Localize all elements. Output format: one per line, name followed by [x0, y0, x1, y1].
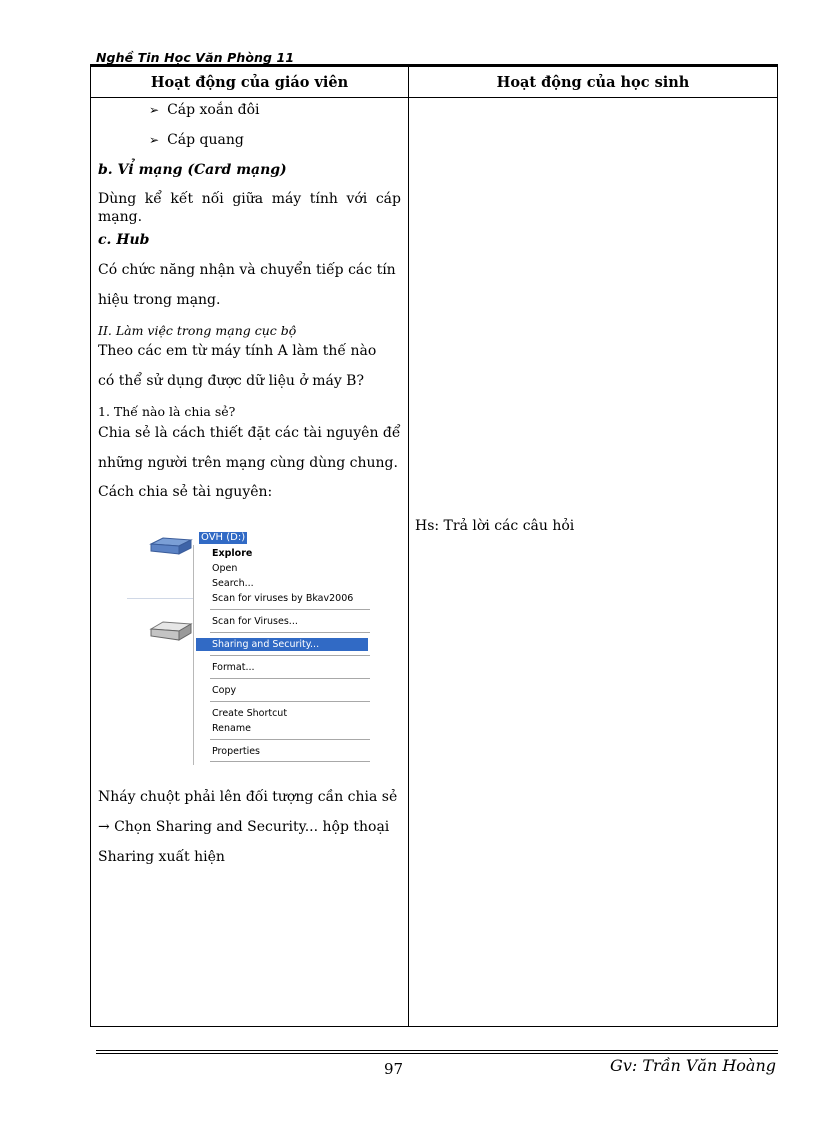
menu-item-rename[interactable]: Rename: [212, 723, 251, 734]
para-hub-line1: Có chức năng nhận và chuyển tiếp các tín: [98, 262, 396, 278]
arrow-bullet-icon: ➢: [149, 133, 160, 147]
menu-item-explore[interactable]: Explore: [212, 548, 253, 559]
para-lan-line1: Theo các em từ máy tính A làm thế nào: [98, 343, 377, 359]
teacher-cell: [91, 98, 409, 1027]
menu-item-properties[interactable]: Properties: [212, 746, 261, 757]
para-sharing-line1: Chia sẻ là cách thiết đặt các tài nguyên để: [98, 425, 401, 441]
menu-separator: [210, 701, 370, 702]
menu-item-scan-viruses[interactable]: Scan for Viruses...: [212, 616, 298, 627]
drive-label: OVH (D:): [201, 532, 246, 543]
para-lan-line2: có thể sử dụng được dữ liệu ở máy B?: [98, 373, 364, 389]
footer-rule: [96, 1053, 778, 1054]
heading-network-card: b. Vỉ mạng (Card mạng): [98, 162, 287, 178]
menu-item-open[interactable]: Open: [212, 563, 238, 574]
footer-rule: [96, 1050, 778, 1051]
para-hub-line2: hiệu trong mạng.: [98, 292, 221, 308]
menu-separator: [210, 632, 370, 633]
divider: [127, 598, 193, 599]
heading-lan: II. Làm việc trong mạng cục bộ: [98, 323, 297, 338]
menu-item-copy[interactable]: Copy: [212, 685, 237, 696]
column-header-student: Hoạt động của học sinh: [409, 67, 778, 98]
heading-hub: c. Hub: [98, 232, 150, 248]
menu-item-sharing-security[interactable]: Sharing and Security...: [196, 638, 368, 651]
context-menu-figure: [127, 528, 377, 778]
menu-item-format[interactable]: Format...: [212, 662, 255, 673]
bullet-text: Cáp quang: [167, 132, 244, 148]
document-header: Nghề Tin Học Văn Phòng 11: [96, 50, 295, 65]
lesson-table: [90, 66, 778, 1027]
student-answer: Hs: Trả lời các câu hỏi: [415, 518, 575, 534]
menu-separator: [210, 761, 370, 762]
context-menu: [193, 545, 371, 765]
menu-separator: [210, 609, 370, 610]
para-instruction-line2: → Chọn Sharing and Security... hộp thoại: [98, 819, 390, 835]
para-network-card: Dùng kể kết nối giữa máy tính với cáp mạng.: [98, 191, 401, 225]
para-instruction-line3: Sharing xuất hiện: [98, 849, 225, 865]
page-number: 97: [384, 1060, 404, 1078]
bullet-twisted-pair: [149, 101, 452, 119]
arrow-bullet-icon: ➢: [149, 103, 160, 117]
para-instruction-line1: Nháy chuột phải lên đối tượng cần chia sẻ: [98, 789, 398, 805]
menu-separator: [210, 739, 370, 740]
menu-item-scan-bkav[interactable]: Scan for viruses by Bkav2006: [212, 593, 354, 604]
drive-icon: [149, 536, 193, 556]
bullet-fiber: [149, 131, 452, 149]
author: Gv: Trần Văn Hoàng: [610, 1056, 776, 1075]
heading-sharing: 1. Thế nào là chia sẻ?: [98, 404, 236, 419]
menu-separator: [210, 655, 370, 656]
para-sharing-line3: Cách chia sẻ tài nguyên:: [98, 484, 273, 500]
column-header-teacher: Hoạt động của giáo viên: [91, 67, 409, 98]
drive-icon: [149, 620, 193, 642]
para-sharing-line2: những người trên mạng cùng dùng chung.: [98, 455, 398, 471]
menu-item-search[interactable]: Search...: [212, 578, 254, 589]
student-cell: [409, 98, 778, 1027]
menu-item-create-shortcut[interactable]: Create Shortcut: [212, 708, 288, 719]
menu-separator: [210, 678, 370, 679]
bullet-text: Cáp xoắn đôi: [167, 102, 260, 118]
